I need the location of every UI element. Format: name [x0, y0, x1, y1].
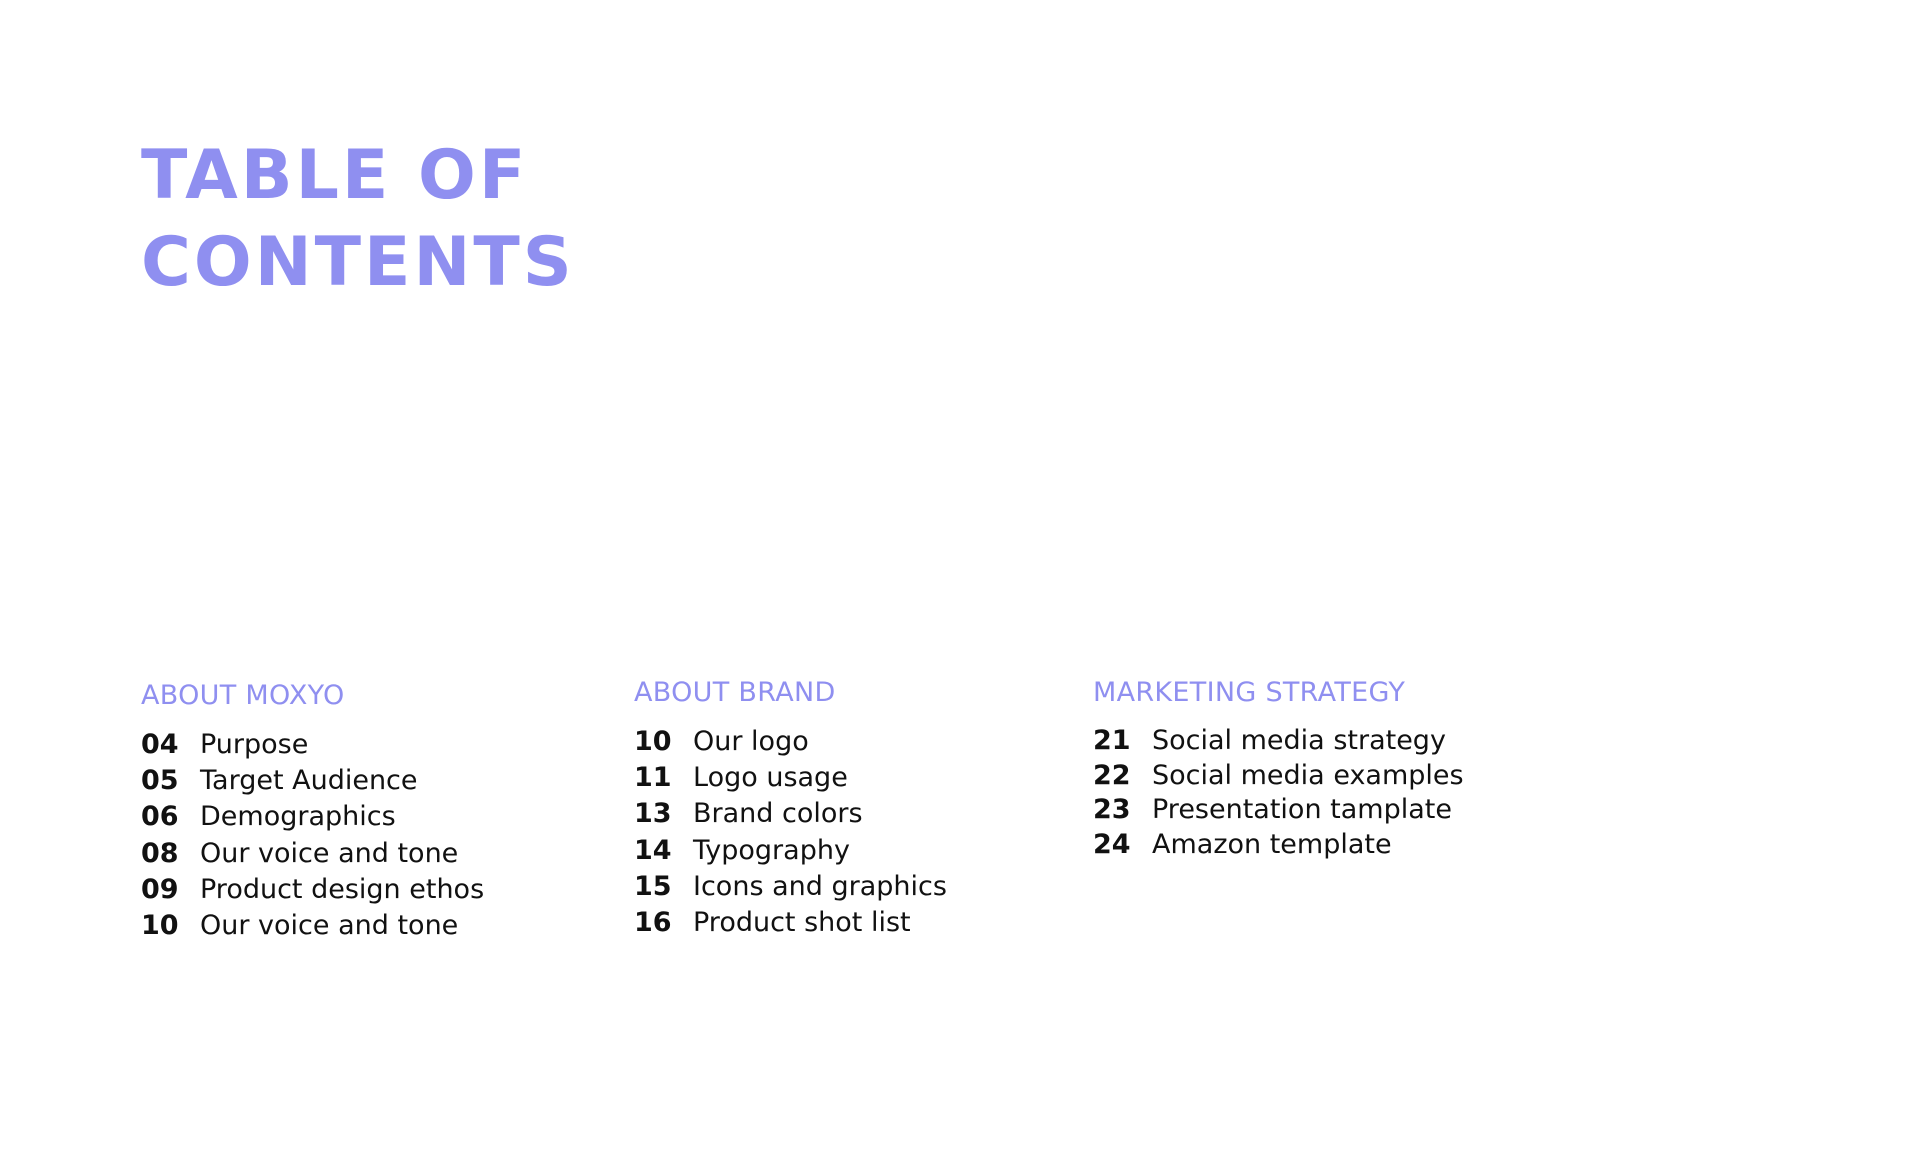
entry-label: Typography	[693, 834, 850, 866]
entry-label: Brand colors	[693, 798, 863, 830]
page-number: 22	[1093, 759, 1131, 791]
page-number: 15	[634, 870, 672, 902]
page-title	[141, 132, 575, 306]
toc-section-about-brand	[634, 676, 947, 941]
entry-label: Social media strategy	[1152, 725, 1446, 756]
toc-entry[interactable]	[1093, 724, 1464, 759]
section-heading: ABOUT MOXYO	[141, 680, 345, 711]
entry-label: Product design ethos	[200, 873, 485, 905]
entry-label: Social media examples	[1152, 759, 1464, 791]
toc-section-about-moxyo	[141, 679, 484, 944]
toc-entry[interactable]	[141, 836, 484, 872]
entry-label: Our voice and tone	[200, 909, 459, 941]
entry-label: Presentation tamplate	[1152, 794, 1452, 826]
page-number: 14	[634, 834, 672, 866]
toc-section-marketing-strategy	[1093, 676, 1464, 862]
entry-label: Purpose	[200, 729, 309, 760]
toc-entry[interactable]	[634, 869, 947, 905]
entry-label: Product shot list	[693, 906, 911, 938]
toc-list	[634, 724, 947, 941]
entry-label: Target Audience	[200, 765, 418, 797]
toc-entry[interactable]	[1093, 828, 1464, 863]
entry-label: Amazon template	[1152, 828, 1392, 860]
toc-entry[interactable]	[141, 799, 484, 835]
entry-label: Our voice and tone	[200, 837, 459, 869]
section-heading: MARKETING STRATEGY	[1093, 677, 1406, 708]
page-number: 08	[141, 837, 179, 869]
page-number: 24	[1093, 828, 1131, 860]
toc-entry[interactable]	[634, 760, 947, 796]
toc-entry[interactable]	[634, 724, 947, 760]
toc-entry[interactable]	[634, 833, 947, 869]
page-number: 09	[141, 873, 179, 905]
section-heading: ABOUT BRAND	[634, 677, 836, 708]
page-number: 06	[141, 801, 179, 833]
toc-entry[interactable]	[141, 727, 484, 763]
toc-entry[interactable]	[141, 908, 484, 944]
page-number: 10	[141, 909, 179, 941]
page-number: 16	[634, 906, 672, 938]
page-number: 11	[634, 762, 672, 794]
toc-list	[141, 727, 484, 944]
page-number: 13	[634, 798, 672, 830]
toc-entry[interactable]	[1093, 759, 1464, 794]
page-number: 04	[141, 729, 179, 760]
page-number: 23	[1093, 794, 1131, 826]
entry-label: Our logo	[693, 726, 809, 757]
page-title-line-2: CONTENTS	[141, 223, 575, 302]
toc-entry[interactable]	[634, 905, 947, 941]
toc-entry[interactable]	[141, 872, 484, 908]
page-number: 05	[141, 765, 179, 797]
page-title-line-1: TABLE OF	[141, 136, 529, 215]
entry-label: Logo usage	[693, 762, 848, 794]
toc-entry[interactable]	[634, 796, 947, 832]
toc-list	[1093, 724, 1464, 862]
entry-label: Icons and graphics	[693, 870, 947, 902]
page-number: 10	[634, 726, 672, 757]
toc-entry[interactable]	[141, 763, 484, 799]
toc-entry[interactable]	[1093, 793, 1464, 828]
entry-label: Demographics	[200, 801, 396, 833]
page-number: 21	[1093, 725, 1131, 756]
